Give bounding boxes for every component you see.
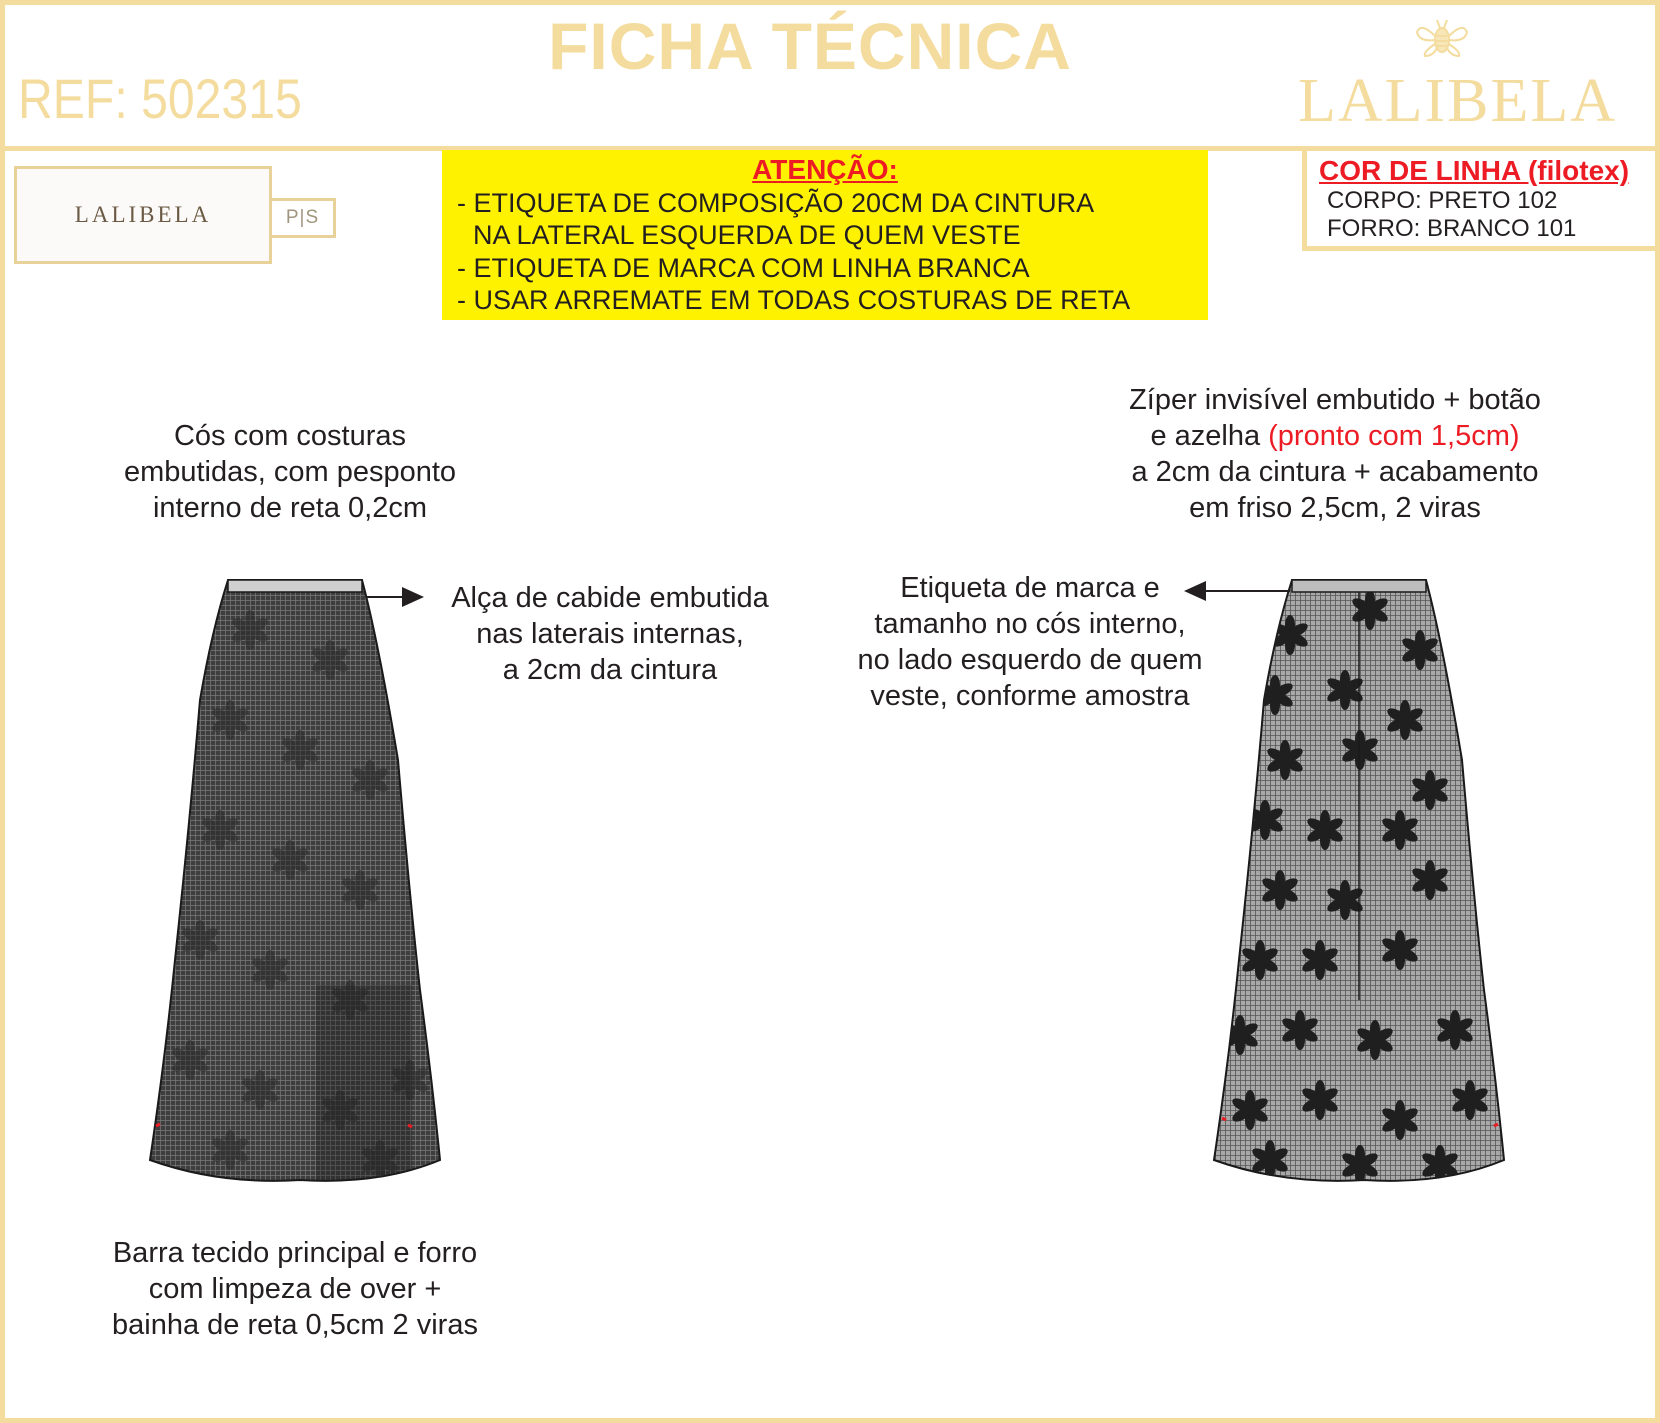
label-brand-text: LALIBELA — [74, 202, 212, 227]
back-skirt-drawing — [1214, 580, 1504, 1185]
reference-code: REF: 502315 — [18, 67, 302, 130]
thread-body-color: CORPO: PRETO 102 — [1327, 187, 1558, 214]
attention-line: - ETIQUETA DE MARCA COM LINHA BRANCA — [457, 252, 1030, 283]
hanger-loop-arrow-icon — [366, 587, 424, 607]
attention-line: - USAR ARREMATE EM TODAS COSTURAS DE RETA — [457, 285, 1131, 315]
waistband-note: Cós com costuras embutidas, com pesponto interno de reta 0,2cm — [123, 420, 457, 524]
attention-line: NA LATERAL ESQUERDA DE QUEM VESTE — [473, 220, 1021, 250]
page-title: FICHA TÉCNICA — [548, 9, 1072, 83]
attention-line: - ETIQUETA DE COMPOSIÇÃO 20CM DA CINTURA — [457, 187, 1095, 218]
zipper-note: Zíper invisível embutido + botão e azelha (pronto com 1,5cm) a 2cm da cintura + acabamento em friso 2,5cm, 2 viras — [1129, 384, 1541, 524]
thread-color-title: COR DE LINHA (filotex) — [1319, 155, 1630, 186]
zipper-ready-size: (pronto com 1,5cm) — [1268, 420, 1520, 452]
thread-lining-color: FORRO: BRANCO 101 — [1327, 215, 1577, 242]
brand-label-note: Etiqueta de marca e tamanho no cós interno, no lado esquerdo de quem veste, conforme amostra — [857, 572, 1203, 712]
label-size-text: P|S — [285, 207, 320, 228]
front-skirt-drawing — [150, 580, 440, 1181]
hanger-loop-note: Alça de cabide embutida nas laterais internas, a 2cm da cintura — [451, 582, 769, 686]
hem-note: Barra tecido principal e forro com limpeza de over + bainha de reta 0,5cm 2 viras — [112, 1237, 478, 1341]
brand-logo-text: LALIBELA — [1298, 67, 1618, 135]
brand-label-arrow-icon — [1184, 581, 1290, 601]
attention-title: ATENÇÃO: — [752, 154, 898, 185]
